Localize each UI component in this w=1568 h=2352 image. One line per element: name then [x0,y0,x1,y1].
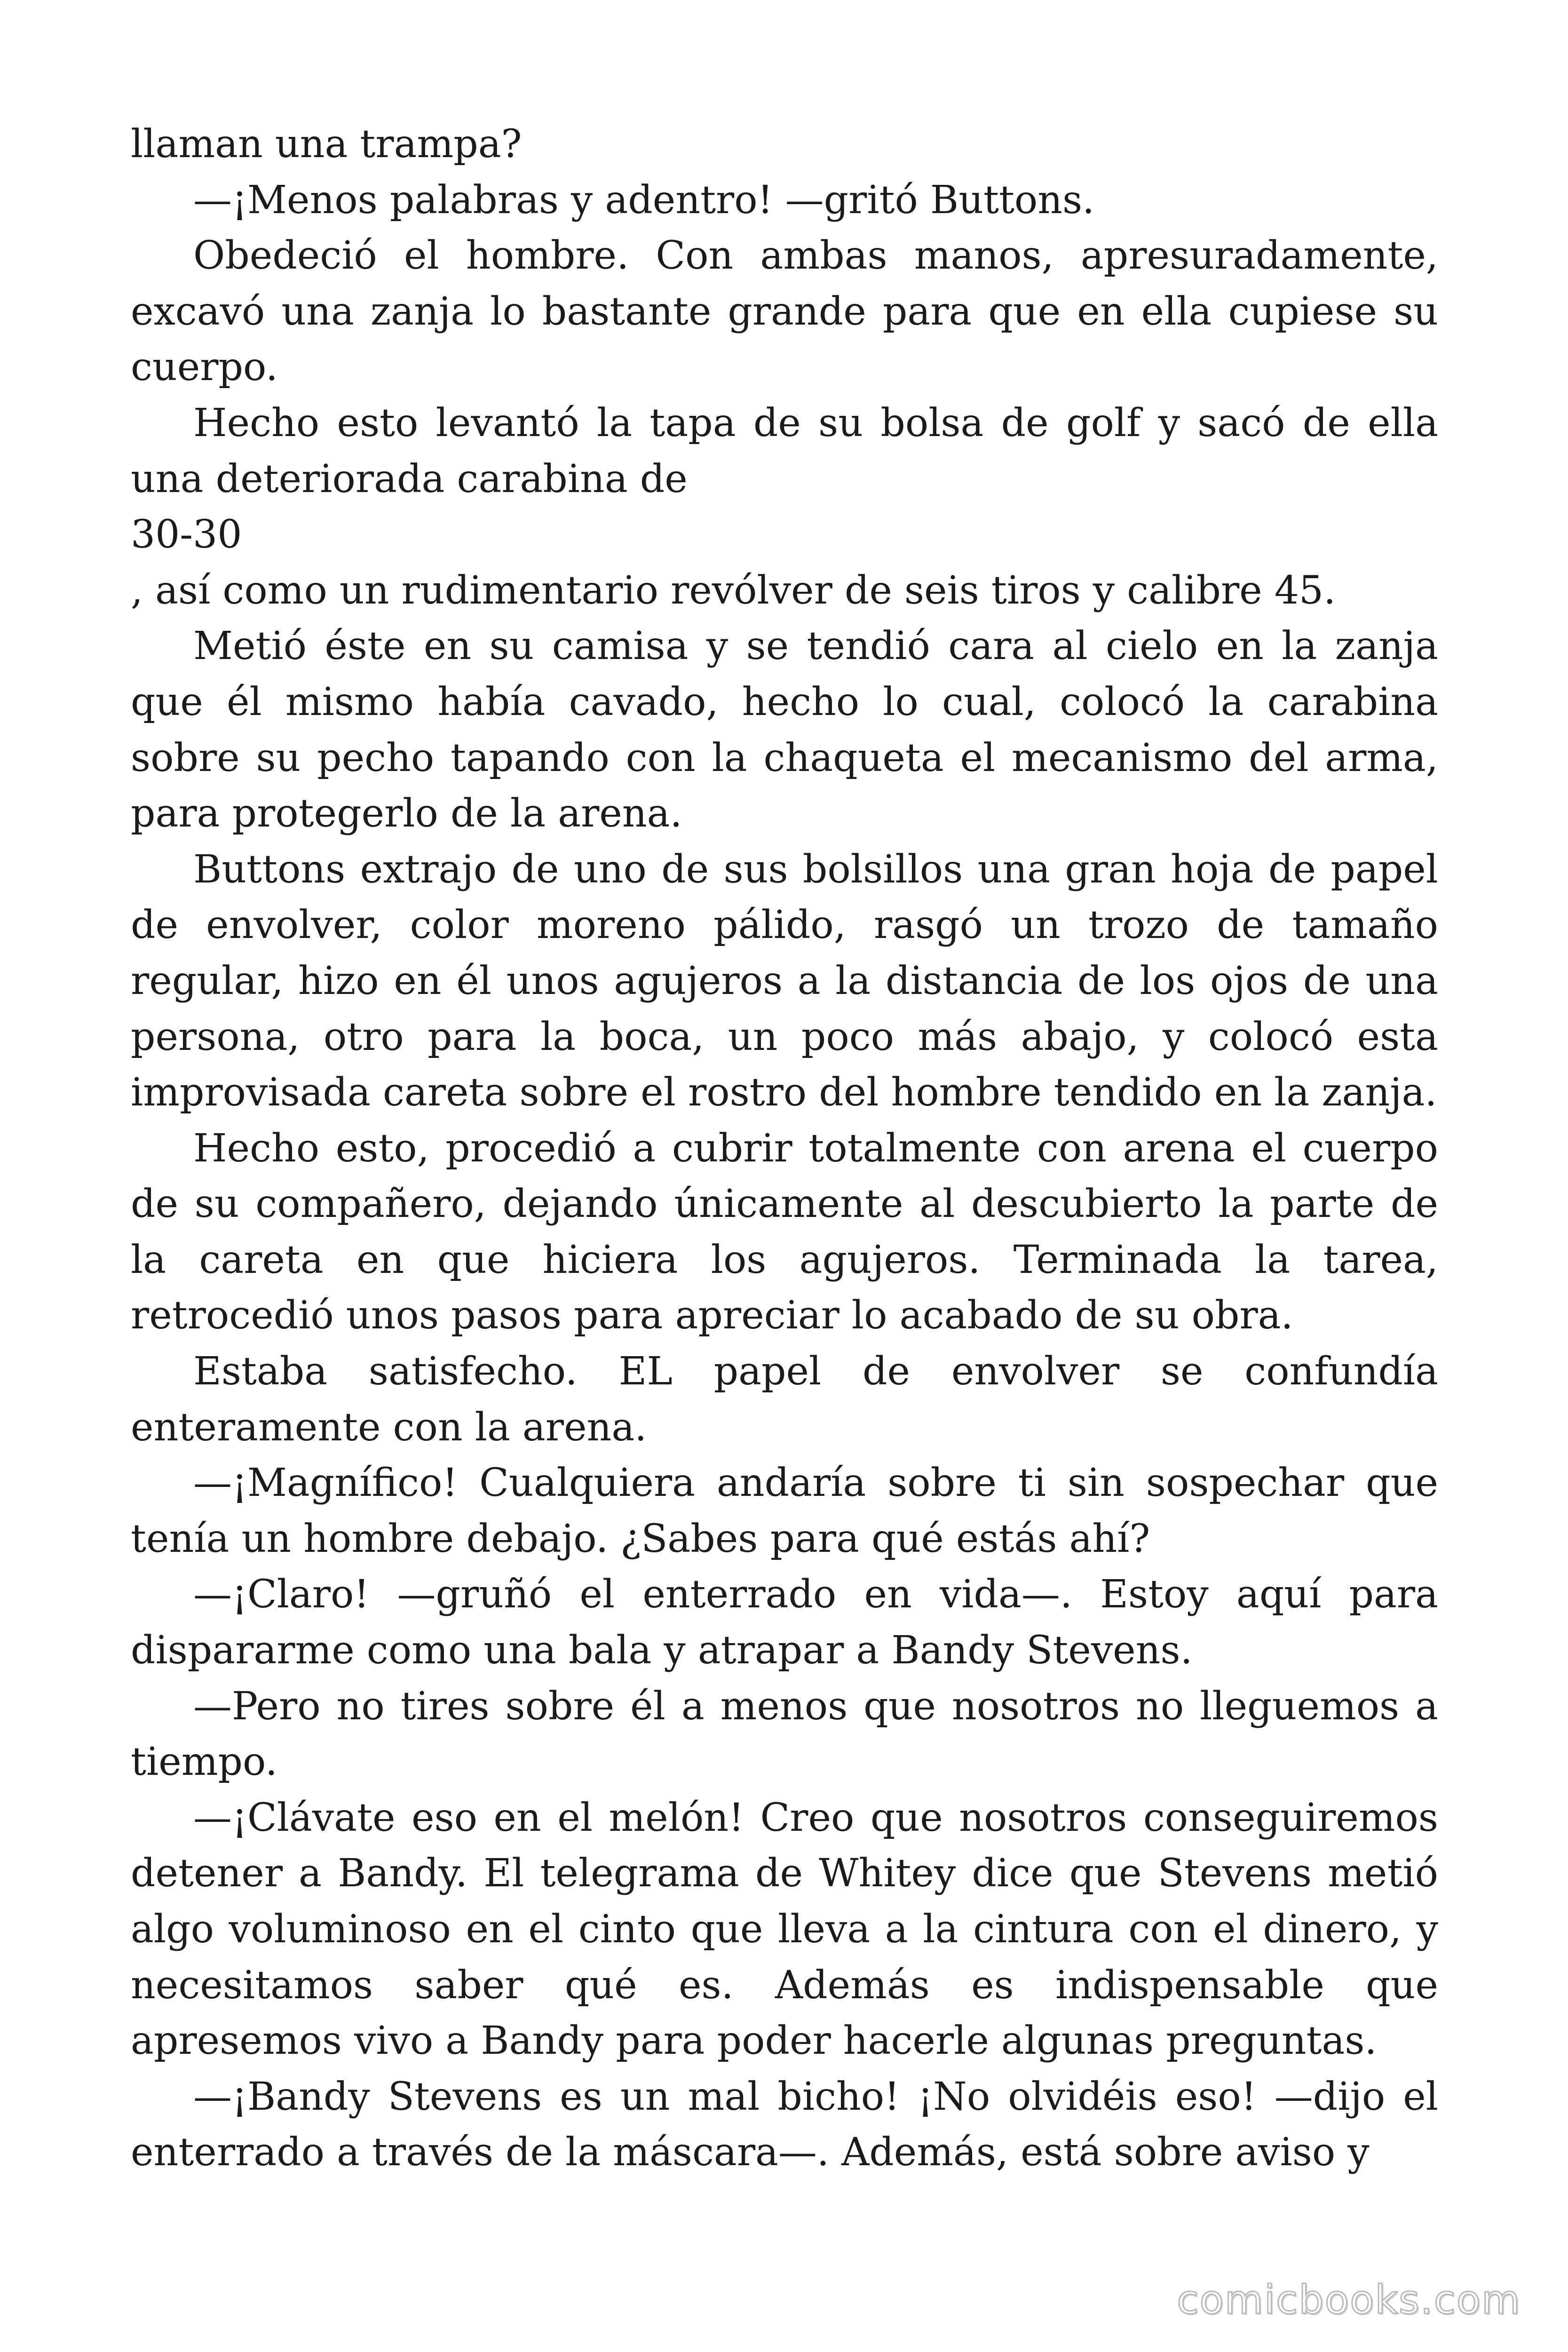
paragraph: Metió éste en su camisa y se tendió cara al cielo en la zanja que él mismo había cavado, hecho lo cual, colocó la carabina sobre su pecho tapando con la chaqueta el mecanismo del arma, para protegerlo de la arena. [131,624,1438,836]
paragraph: , así como un rudimentario revólver de seis tiros y calibre 45. [131,568,1336,613]
paragraph: —¡Bandy Stevens es un mal bicho! ¡No olvidéis eso! —dijo el enterrado a través de la máscara—. Además, está sobre aviso y [131,2074,1438,2175]
paragraph: Obedeció el hombre. Con ambas manos, apresuradamente, excavó una zanja lo bastante grande para que en ella cupiese su cuerpo. [131,233,1438,390]
paragraph: llaman una trampa? [131,122,522,167]
watermark-logo: comicbooks.com [1177,2277,1521,2323]
paragraph: 30-30 [131,512,242,557]
paragraph: Estaba satisfecho. EL papel de envolver se confundía enteramente con la arena. [131,1349,1438,1450]
paragraph: Buttons extrajo de uno de sus bolsillos una gran hoja de papel de envolver, color moreno pálido, rasgó un trozo de tamaño regular, hizo en él unos agujeros a la distancia de los ojos de una persona, otro para la boca, un poco más abajo, y colocó esta improvisada careta sobre el rostro del hombre tendido en la zanja. [131,847,1438,1115]
paragraph: —Pero no tires sobre él a menos que nosotros no lleguemos a tiempo. [131,1684,1438,1785]
paragraph: —¡Clávate eso en el melón! Creo que nosotros conseguiremos detener a Bandy. El telegrama de Whitey dice que Stevens metió algo voluminoso en el cinto que lleva a la cintura con el dinero, y necesitamos saber qué es. Además es indispensable que apresemos vivo a Bandy para poder hacerle algunas preguntas. [131,1795,1438,2064]
paragraph: Hecho esto, procedió a cubrir totalmente con arena el cuerpo de su compañero, dejando únicamente al descubierto la parte de la careta en que hiciera los agujeros. Terminada la tarea, retrocedió unos pasos para apreciar lo acabado de su obra. [131,1126,1438,1338]
paragraph: Hecho esto levantó la tapa de su bolsa de golf y sacó de ella una deteriorada carabina de [131,400,1438,501]
body-text [131,117,1438,2181]
paragraph: —¡Menos palabras y adentro! —gritó Buttons. [193,177,1095,222]
paragraph: —¡Magnífico! Cualquiera andaría sobre ti sin sospechar que tenía un hombre debajo. ¿Sabes para qué estás ahí? [131,1461,1438,1561]
paragraph: —¡Claro! —gruñó el enterrado en vida—. Estoy aquí para dispararme como una bala y atrapar a Bandy Stevens. [131,1572,1438,1673]
